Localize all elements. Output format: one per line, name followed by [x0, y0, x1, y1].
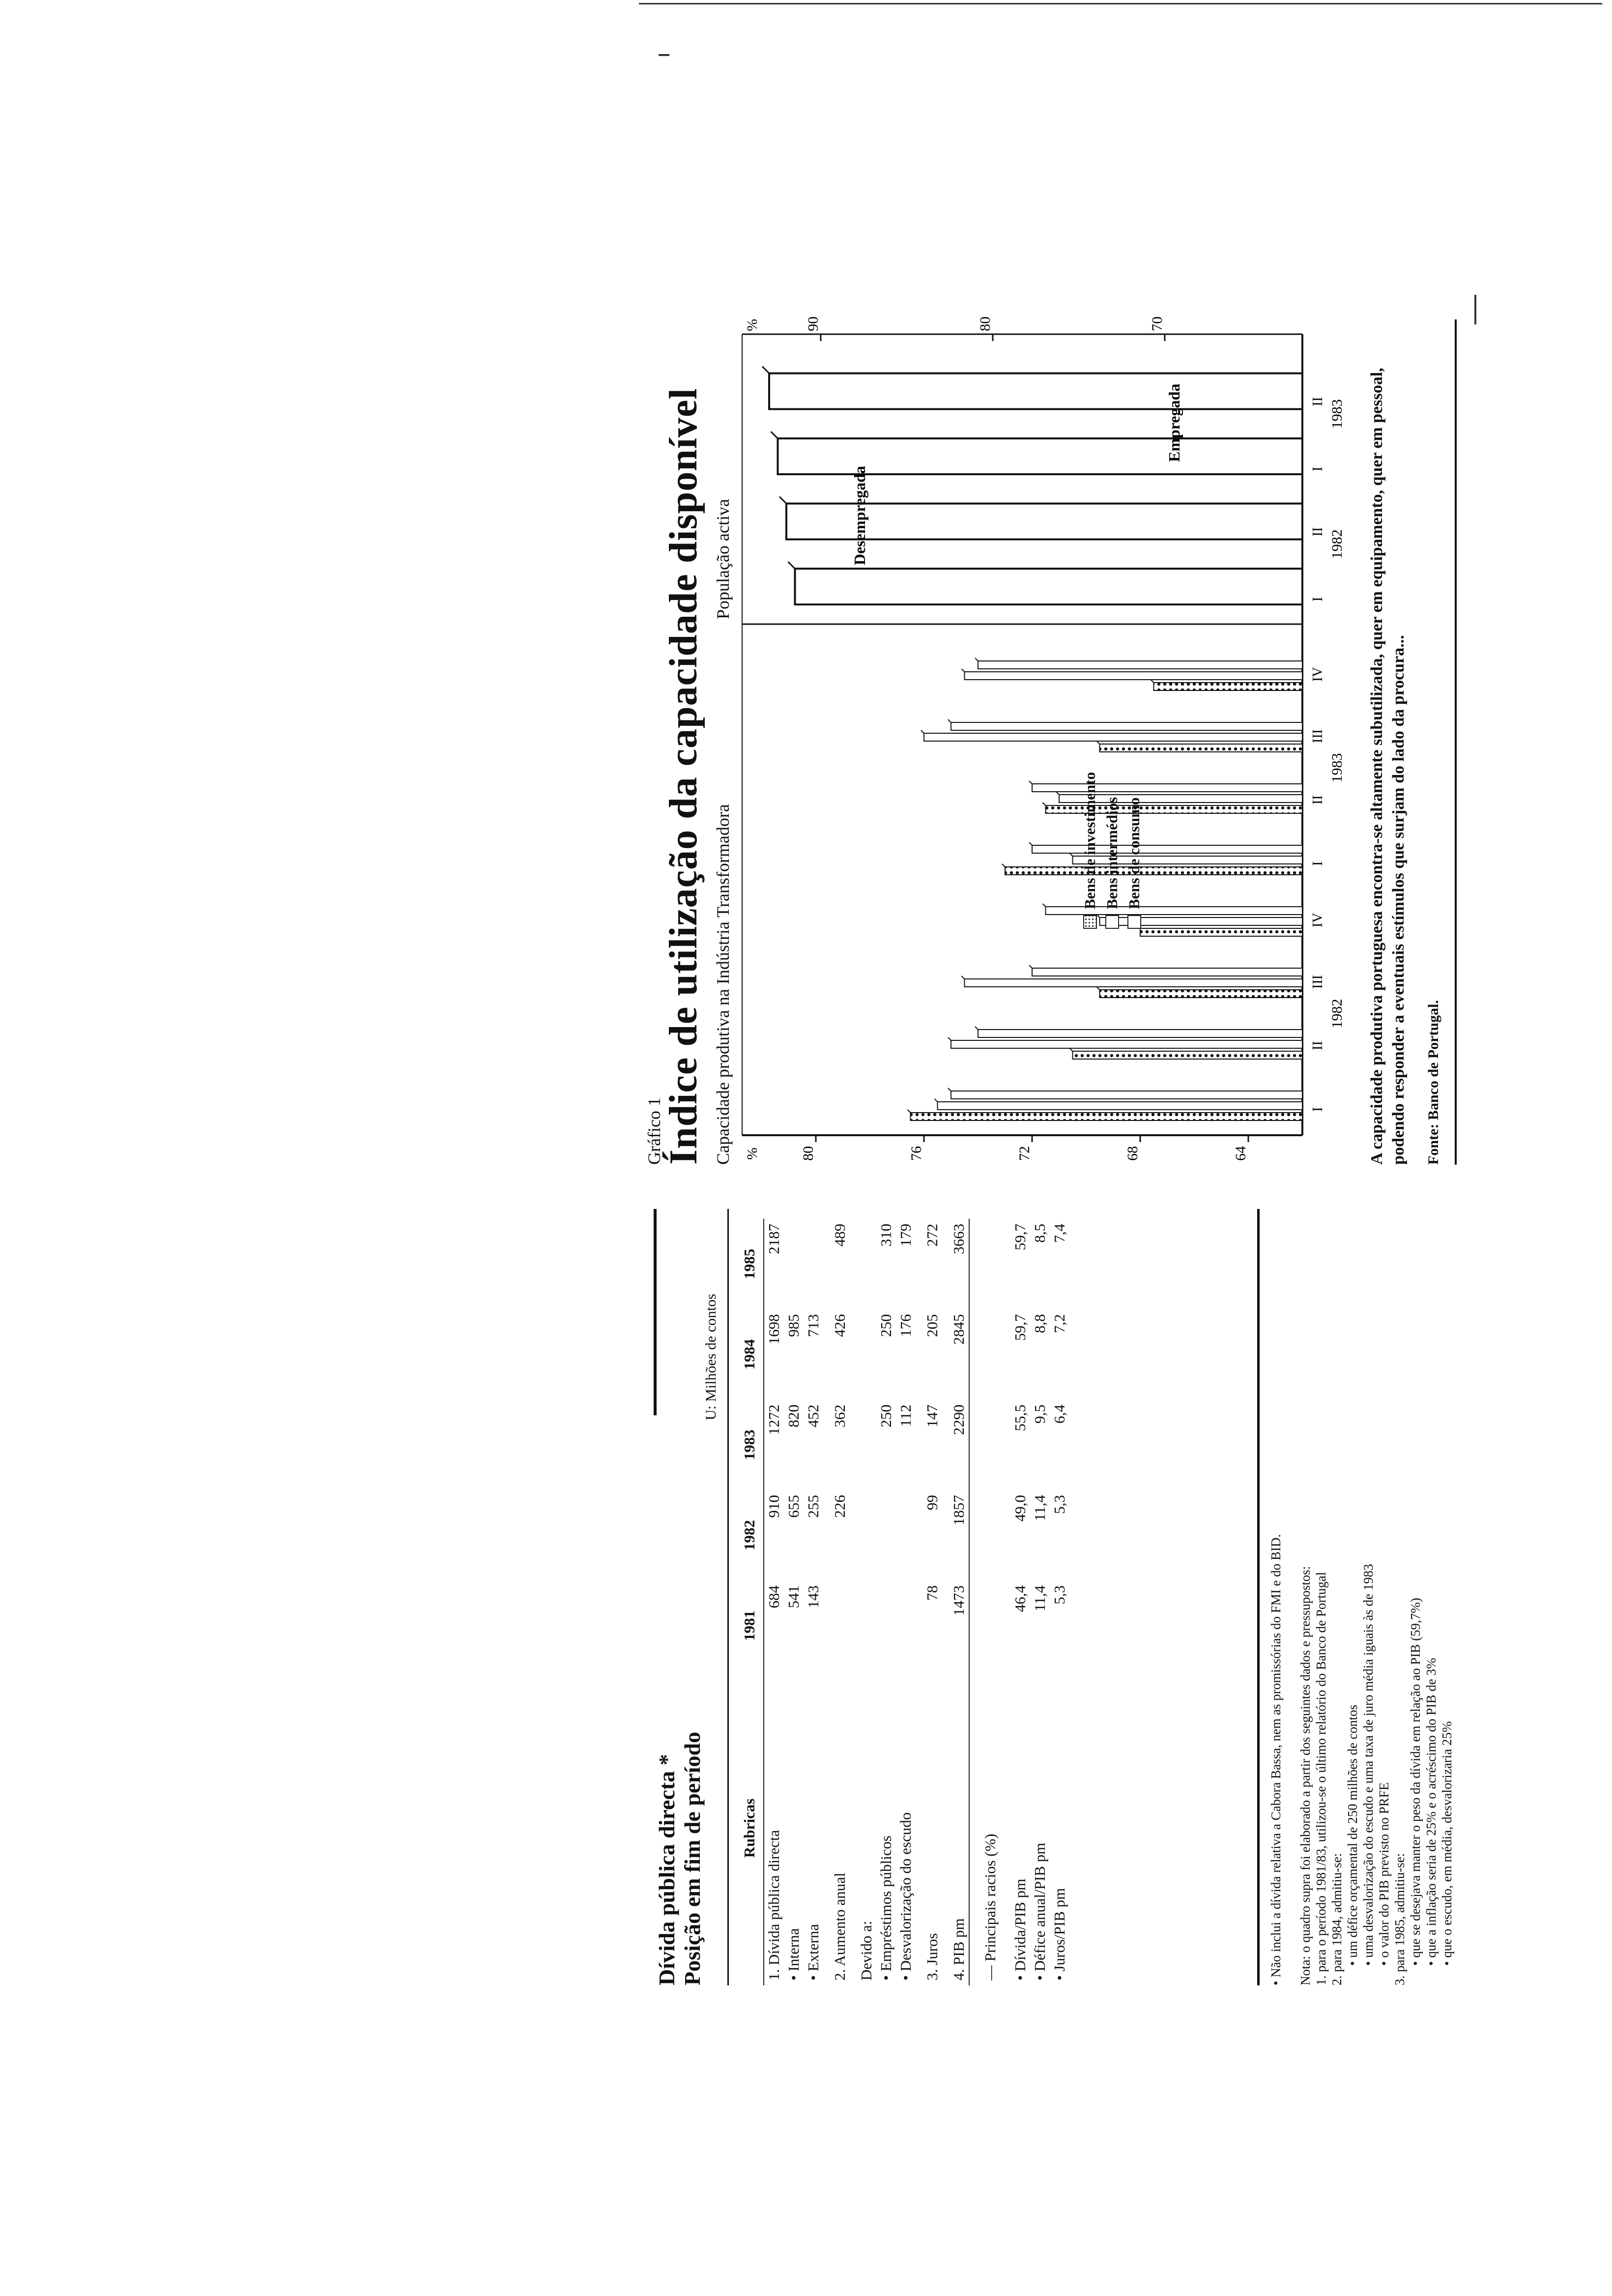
row-label: 3. Juros — [923, 1933, 941, 1980]
bar-bens-de-consumo — [978, 661, 1302, 669]
bar-bens-de-consumo — [978, 1030, 1302, 1037]
table-row — [969, 1219, 1010, 1985]
bar-bens-de-investimento — [1073, 1051, 1303, 1059]
year-header: 1985 — [740, 1219, 764, 1309]
graph-caption: A capacidade produtiva portuguesa encontra-se altamente subutilizada, quer em equipamento, quer em pessoal, podendo responder a eventuais estímulos que surjam do lado da procura... — [1368, 368, 1408, 1165]
bar-3d-edge — [1029, 965, 1032, 968]
row-label: • Empréstimos públicos — [877, 1836, 894, 1980]
legend-swatch-plain — [1105, 915, 1119, 929]
table-cell: 250 — [877, 1405, 894, 1428]
note-line: 3. para 1985, admitiu-se: — [1392, 1853, 1407, 1985]
y-tick-label: 64 — [1233, 1146, 1249, 1161]
x-tick-label: II — [1310, 527, 1325, 537]
graph-label: Gráfico 1 — [644, 1097, 664, 1165]
table-cell: 362 — [831, 1405, 848, 1428]
table-row — [949, 1219, 969, 1985]
bar-3d-edge — [948, 719, 951, 722]
x-group-label: 1983 — [1329, 399, 1345, 429]
table-cell — [896, 1490, 916, 1580]
note-line: • uma desvalorização do escudo e uma taxa de juro média iguais às de 1983 — [1361, 1564, 1376, 1966]
table-cell: 112 — [897, 1405, 914, 1427]
table-cell: 179 — [897, 1224, 914, 1247]
top-rule — [654, 1209, 657, 1415]
table-cell: 2290 — [950, 1405, 967, 1435]
header-label: Rubricas — [740, 1671, 764, 1985]
debt-table-section — [654, 1219, 1528, 1985]
table-cell: 2187 — [765, 1224, 782, 1254]
table-cell — [804, 1219, 823, 1309]
bar-bens-intermédios — [924, 733, 1302, 741]
bar-bens-intermédios — [965, 672, 1303, 680]
y-unit-label: % — [744, 319, 760, 331]
row-label: • Desvalorização do escudo — [897, 1812, 914, 1980]
table-row — [823, 1219, 857, 1985]
table-cell: 2845 — [950, 1314, 967, 1345]
table-title: Dívida pública directa * — [654, 1754, 679, 1985]
bar-3d-edge — [948, 1088, 951, 1091]
table-cell: 1473 — [950, 1585, 967, 1616]
note-line: • um défice orçamental de 250 milhões de contos — [1345, 1704, 1360, 1966]
table-cell — [969, 1219, 1010, 1309]
table-cell: 3663 — [950, 1224, 967, 1254]
table-cell: 310 — [877, 1224, 894, 1247]
table-cell — [784, 1219, 804, 1309]
table-cell: 143 — [805, 1585, 822, 1608]
table-cell: 684 — [765, 1585, 782, 1608]
table-cell — [857, 1309, 876, 1400]
bar-3d-edge — [1043, 904, 1046, 907]
x-tick-label: IV — [1310, 667, 1325, 682]
table-cell: 59,7 — [1011, 1314, 1029, 1341]
table-cell — [857, 1580, 876, 1671]
bar-3d-edge — [762, 367, 769, 373]
x-group-label: 1983 — [1329, 753, 1345, 783]
table-row — [804, 1219, 823, 1985]
table-cell: 489 — [831, 1224, 848, 1247]
x-tick-label: III — [1310, 729, 1325, 743]
row-label: — Principais racios (%) — [981, 1834, 999, 1980]
capacity-chart — [737, 310, 1352, 1165]
bar-bens-de-consumo — [1032, 968, 1302, 976]
table-cell — [969, 1400, 1010, 1490]
bar-bens-de-investimento — [1100, 744, 1303, 752]
table-row — [876, 1219, 896, 1985]
legend-label: Bens de investimento — [1081, 772, 1098, 909]
table-row — [1050, 1219, 1069, 1985]
row-label: • Dívida/PIB pm — [1011, 1878, 1029, 1980]
table-cell: 655 — [785, 1495, 802, 1518]
bar-bens-de-investimento — [1100, 990, 1303, 998]
bar-bens-intermédios — [938, 1102, 1303, 1110]
table-cell — [896, 1580, 916, 1671]
table-cell — [969, 1580, 1010, 1671]
table-cell: 5,3 — [1051, 1495, 1068, 1514]
bar-bens-intermédios — [965, 979, 1303, 987]
scan-mark — [639, 3, 1602, 4]
legend-item-intermediate — [1103, 797, 1121, 929]
bar-3d-edge — [935, 1099, 938, 1102]
table-cell: 985 — [785, 1314, 802, 1337]
row-label: 4. PIB pm — [950, 1918, 967, 1980]
table-cell: 820 — [785, 1405, 802, 1428]
right-chart-subtitle: População activa — [713, 499, 733, 619]
table-row — [784, 1219, 804, 1985]
y-tick-label: 72 — [1016, 1146, 1033, 1161]
bar-bens-de-consumo — [951, 1091, 1302, 1099]
table-cell: 250 — [877, 1314, 894, 1337]
table-row — [1010, 1219, 1030, 1985]
bar-bens-de-consumo — [951, 722, 1302, 730]
bar-bens-de-consumo — [1032, 845, 1302, 853]
bar-empregada — [769, 373, 1302, 409]
note-line: 2. para 1984, admitiu-se: — [1329, 1853, 1344, 1985]
series-label-desempregada: Desempregada — [851, 465, 868, 565]
y-tick-label: 76 — [908, 1146, 924, 1161]
table-cell: 176 — [897, 1314, 914, 1337]
row-label: • Juros/PIB pm — [1051, 1888, 1068, 1980]
table-cell: 6,4 — [1051, 1405, 1068, 1424]
table-cell: 5,3 — [1051, 1585, 1068, 1605]
x-tick-label: II — [1310, 1041, 1325, 1050]
table-cell — [857, 1490, 876, 1580]
x-tick-label: I — [1310, 861, 1325, 866]
table-cell — [969, 1490, 1010, 1580]
table-row — [896, 1219, 916, 1985]
table-cell — [823, 1580, 857, 1671]
left-chart-subtitle: Capacidade produtiva na Indústria Transformadora — [713, 804, 733, 1165]
bar-bens-de-consumo — [1032, 784, 1302, 792]
year-header: 1981 — [740, 1580, 764, 1671]
table-cell — [876, 1580, 896, 1671]
x-tick-label: II — [1310, 795, 1325, 804]
table-cell: 452 — [805, 1405, 822, 1428]
row-label: • Défice anual/PIB pm — [1031, 1842, 1048, 1980]
graph-section — [644, 310, 1519, 1165]
table-cell: 1698 — [765, 1314, 782, 1345]
y-tick-label: 68 — [1124, 1146, 1141, 1161]
row-label: • Externa — [805, 1924, 822, 1980]
legend-swatch-plain — [1127, 915, 1141, 929]
row-label: 1. Dívida pública directa — [765, 1830, 782, 1980]
table-cell: 147 — [923, 1405, 941, 1428]
table-cell: 7,2 — [1051, 1314, 1068, 1333]
table-cell: 49,0 — [1011, 1495, 1029, 1522]
table-cell — [969, 1309, 1010, 1400]
bar-3d-edge — [908, 1110, 911, 1113]
bar-bens-intermédios — [951, 1040, 1302, 1048]
bar-3d-edge — [962, 976, 965, 979]
legend-item-consumption — [1125, 798, 1143, 929]
y-tick-label: 80 — [977, 316, 993, 331]
series-label-empregada: Empregada — [1165, 383, 1183, 462]
year-header: 1982 — [740, 1490, 764, 1580]
header-rule — [727, 1209, 729, 1985]
table-cell: 205 — [923, 1314, 941, 1337]
legend-swatch-dots — [1083, 915, 1097, 929]
bar-3d-edge — [788, 562, 795, 569]
bar-bens-de-investimento — [1005, 867, 1302, 875]
year-header: 1983 — [740, 1400, 764, 1490]
table-cell: 1857 — [950, 1495, 967, 1525]
row-label: 2. Aumento anual — [831, 1872, 848, 1980]
note-line: • que a inflação seria de 25% e o acréscimo do PIB de 3% — [1424, 1658, 1439, 1966]
table-cell — [857, 1219, 876, 1309]
bar-3d-edge — [771, 431, 778, 438]
graph-bottom-rule — [1455, 319, 1457, 1165]
bar-3d-edge — [1002, 864, 1005, 867]
table-cell: 255 — [805, 1495, 822, 1518]
table-cell — [857, 1400, 876, 1490]
y-tick-label: 70 — [1149, 316, 1165, 331]
y-tick-label: 80 — [800, 1146, 816, 1161]
table-cell: 910 — [765, 1495, 782, 1518]
legend-label: Bens de consumo — [1125, 797, 1143, 909]
table-cell: 8,8 — [1031, 1314, 1048, 1333]
table-cell: 272 — [923, 1224, 941, 1247]
table-cell: 11,4 — [1031, 1495, 1048, 1521]
table-unit: U: Milhões de contos — [703, 1293, 719, 1420]
table-bottom-rule — [1257, 1209, 1260, 1985]
bar-3d-edge — [1043, 803, 1046, 805]
table-cell: 9,5 — [1031, 1405, 1048, 1424]
note-line: • que o escudo, em média, desvalorizaria 25% — [1439, 1721, 1454, 1966]
scanned-page — [629, 295, 1538, 2015]
table-cell: 55,5 — [1011, 1405, 1029, 1432]
bar-3d-edge — [962, 669, 965, 672]
x-tick-label: I — [1310, 597, 1325, 602]
table-cell: 8,5 — [1031, 1224, 1048, 1243]
table-row — [764, 1219, 784, 1985]
table-cell: 46,4 — [1011, 1585, 1029, 1612]
bar-3d-edge — [779, 497, 786, 504]
table-cell: 713 — [805, 1314, 822, 1337]
table-cell: 426 — [831, 1314, 848, 1337]
table-footnote: • Não inclui a dívida relativa a Cabora Bassa, nem as promissórias do FMI e do BID. — [1268, 1534, 1283, 1985]
y-tick-label: 90 — [805, 316, 821, 331]
note-line: 1. para o período 1981/83, utilizou-se o último relatório do Banco de Portugal — [1314, 1572, 1328, 1985]
note-line: • o valor do PIB previsto no PRFE — [1377, 1782, 1391, 1966]
table-header-row — [740, 1219, 764, 1985]
bar-empregada — [795, 569, 1303, 604]
graph-title: Índice de utilização da capacidade disponível — [662, 388, 705, 1165]
bar-bens-de-investimento — [911, 1113, 1303, 1120]
note-line: Nota: o quadro supra foi elaborado a partir dos seguintes dados e pressupostos: — [1298, 1566, 1313, 1985]
year-header: 1984 — [740, 1309, 764, 1400]
x-tick-label: I — [1310, 466, 1325, 471]
bar-3d-edge — [975, 1027, 978, 1030]
bar-3d-edge — [1029, 781, 1032, 784]
legend-label: Bens intermédios — [1103, 797, 1121, 909]
table-cell: 7,4 — [1051, 1224, 1068, 1243]
row-label: Devido a: — [858, 1921, 875, 1980]
bar-3d-edge — [1029, 842, 1032, 845]
legend-item-investment — [1081, 772, 1099, 929]
scan-mark — [659, 54, 669, 56]
table-row — [916, 1219, 949, 1985]
x-tick-label: IV — [1310, 913, 1325, 927]
table-cell: 78 — [923, 1585, 941, 1601]
table-cell: 1272 — [765, 1405, 782, 1435]
table-cell: 541 — [785, 1585, 802, 1608]
bar-bens-de-investimento — [1154, 683, 1303, 690]
table-notes — [1297, 1219, 1455, 1985]
bar-3d-edge — [975, 658, 978, 661]
debt-table — [740, 1219, 1069, 1985]
y-unit-label: % — [744, 1148, 760, 1160]
bar-3d-edge — [921, 730, 924, 733]
note-line: • que se desejava manter o peso da dívida em relação ao PIB (59,7%) — [1408, 1598, 1423, 1966]
x-tick-label: II — [1310, 397, 1325, 406]
table-cell: 59,7 — [1011, 1224, 1029, 1251]
table-cell: 99 — [923, 1495, 941, 1510]
table-row — [1030, 1219, 1050, 1985]
table-cell: 11,4 — [1031, 1585, 1048, 1612]
x-group-label: 1982 — [1329, 529, 1345, 559]
bar-bens-de-investimento — [1140, 928, 1302, 936]
bar-3d-edge — [948, 1037, 951, 1040]
graph-source: Fonte: Banco de Portugal. — [1425, 1000, 1441, 1165]
x-tick-label: I — [1310, 1107, 1325, 1112]
table-subtitle: Posição em fim de período — [680, 1731, 705, 1985]
table-row — [857, 1219, 876, 1985]
table-body — [764, 1219, 1069, 1985]
table-cell — [876, 1490, 896, 1580]
table-cell: 226 — [831, 1495, 848, 1518]
row-label: • Interna — [785, 1928, 802, 1980]
x-tick-label: III — [1310, 975, 1325, 989]
x-group-label: 1982 — [1329, 999, 1345, 1029]
